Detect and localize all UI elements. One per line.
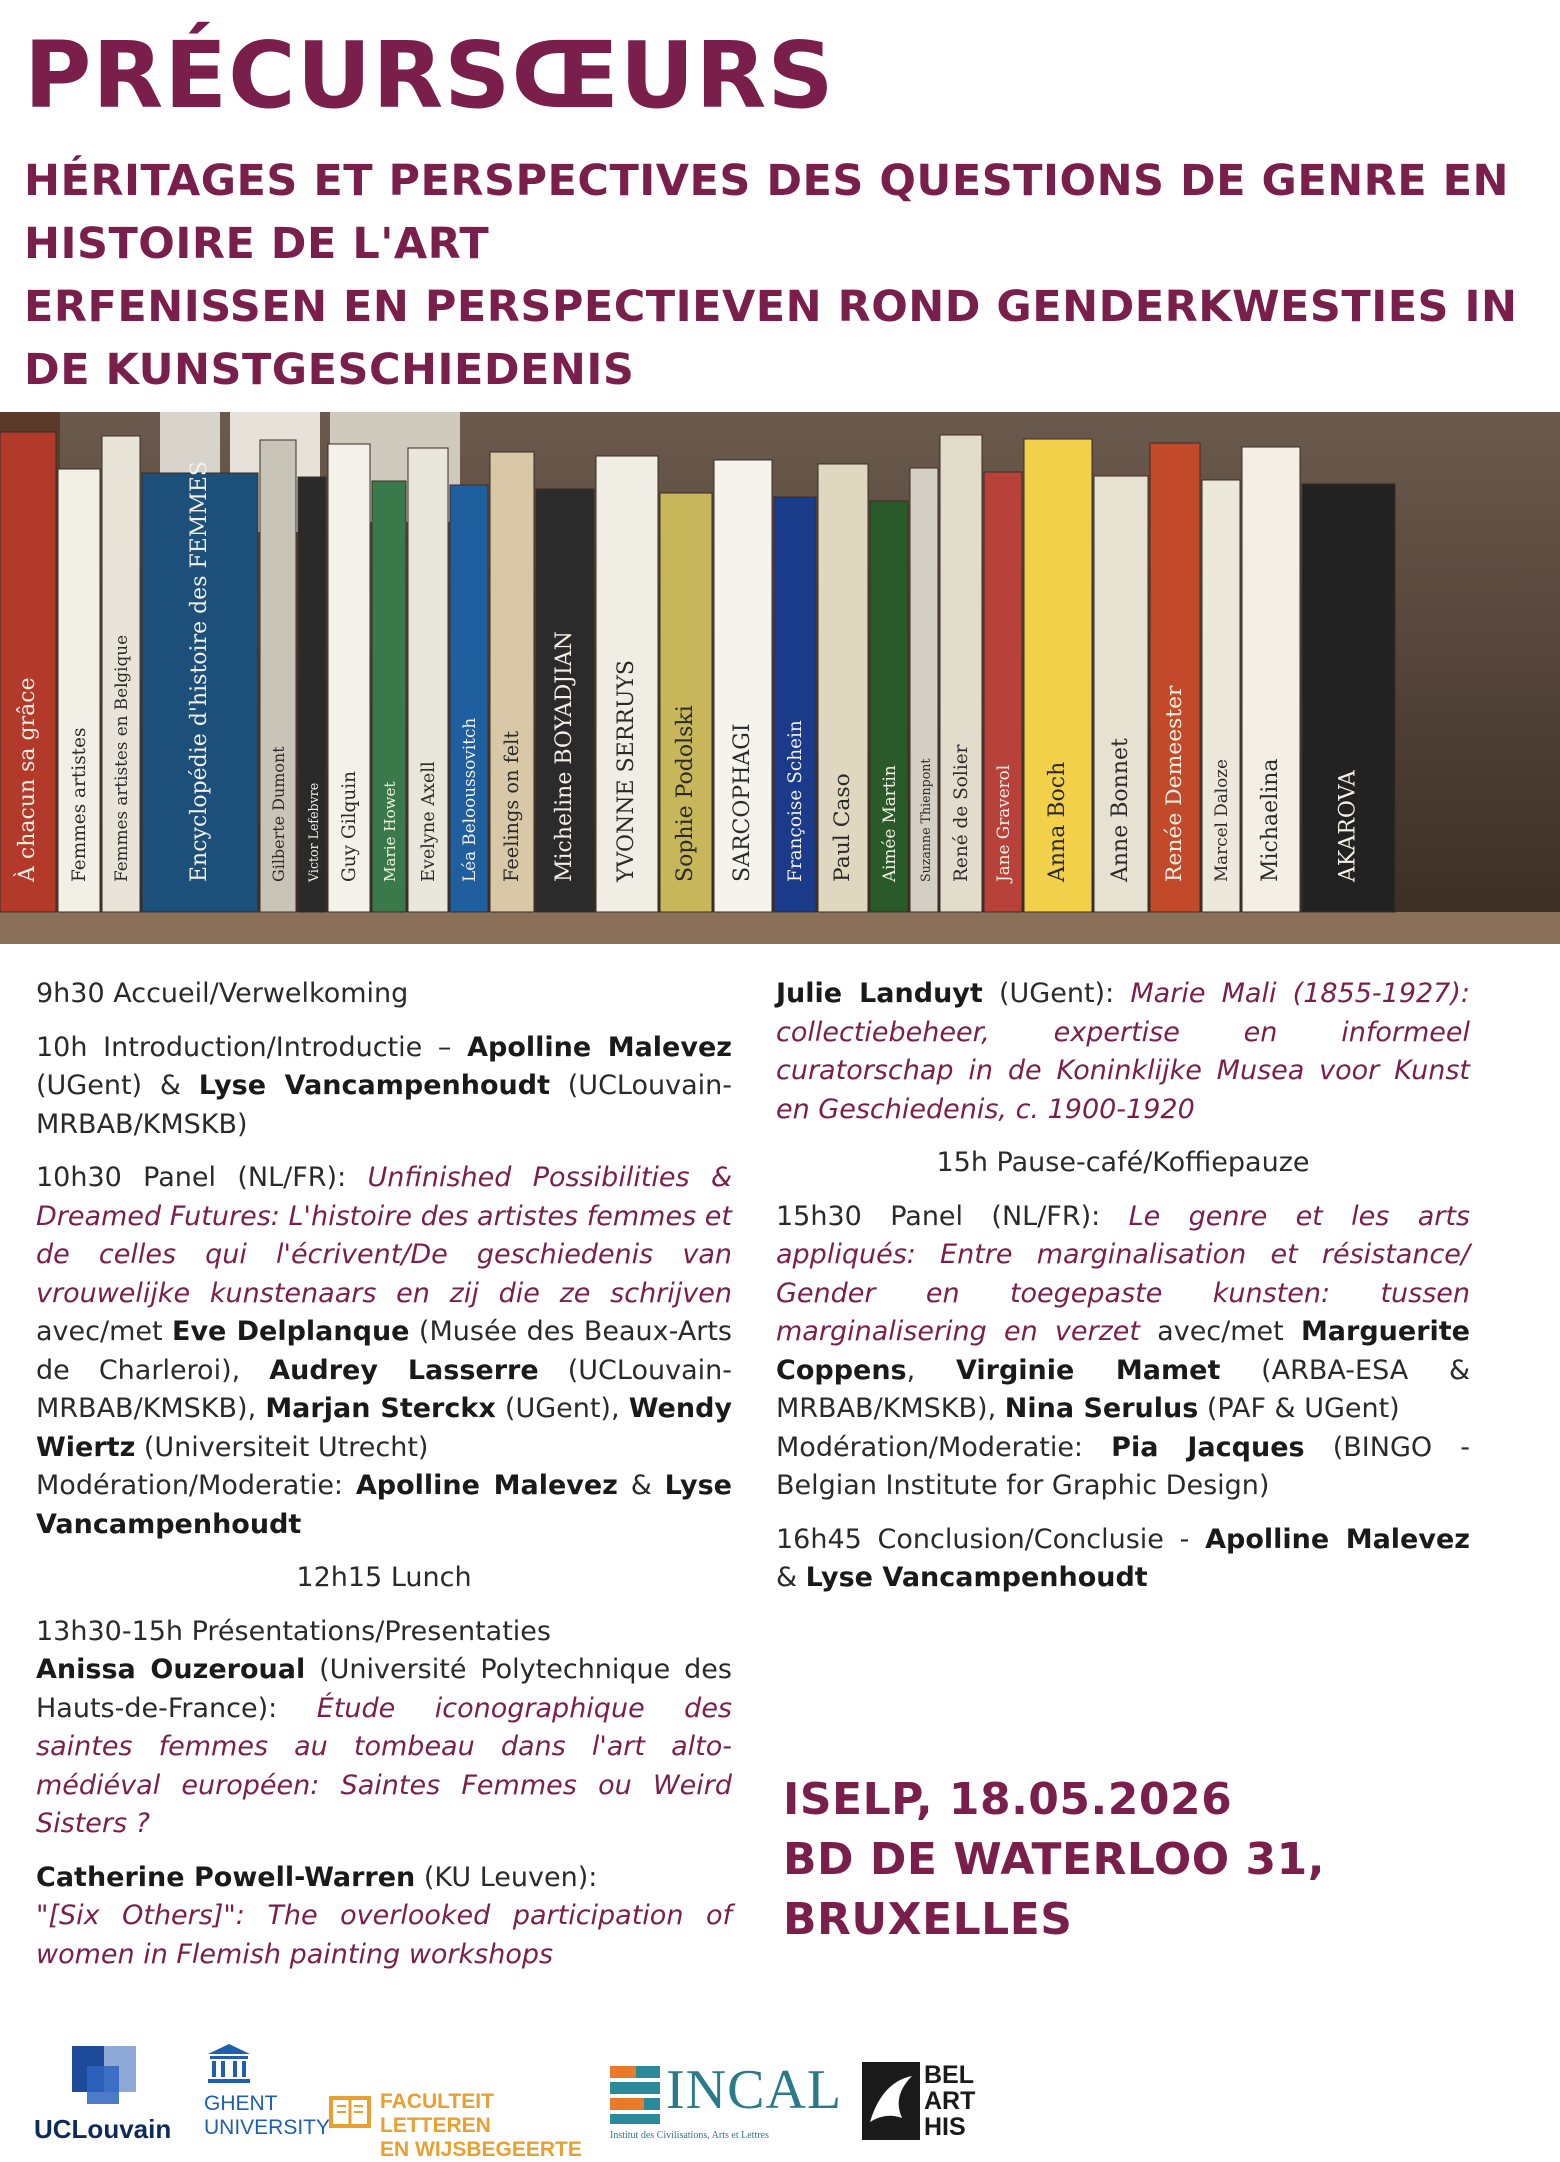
affiliation: (UGent): [982,978,1131,1009]
incal-emblem-icon [610,2062,662,2126]
affiliation: (UGent), [495,1393,629,1424]
speaker-name: Wendy Wiertz [36,1393,732,1463]
ghent-label-2: UNIVERSITY [204,2116,331,2139]
time-label: 13h30-15h Présentations/Presentaties [36,1615,551,1647]
book-spine-title: René de Solier [951,744,972,882]
speaker-name: Marjan Sterckx [265,1393,496,1424]
ghent-label-1: GHENT [204,2092,278,2115]
affiliation: (Musée des Beaux-Arts de Charleroi), [36,1316,732,1386]
book-spine-title: Femmes artistes en Belgique [111,634,131,882]
program-right-column [776,975,1470,1613]
speaker-name: Anissa Ouzeroual [36,1654,306,1685]
program-left-column [36,975,732,1989]
belarthis-label-2: ART [924,2087,976,2115]
speaker-name: Nina Serulus [1004,1393,1199,1424]
venue-date: ISELP, 18.05.2026 [783,1774,1233,1825]
program-item-coffee-break: 15h Pause-café/Koffiepauze [936,1147,1310,1178]
program-item-presentations [36,1613,732,1844]
time-label: 10h Introduction/Introductie – [36,1031,468,1063]
belarthis-label-1: BEL [924,2061,974,2089]
program-item-lunch: 12h15 Lunch [296,1562,472,1593]
book-spine-title: À chacun sa grâce [15,677,40,882]
affiliation: (PAF & UGent) [1198,1393,1400,1424]
book-spine-title: Victor Lefebvre [306,782,321,882]
speaker-name: Apolline Malevez [1205,1523,1470,1555]
speaker-name: Apolline Malevez [467,1031,732,1063]
poster-title: PRÉCURSŒURS [24,22,835,129]
time-label: 16h45 Conclusion/Conclusie - [776,1523,1206,1555]
moderation-label: Modération/Moderatie: [36,1470,356,1501]
affiliation: (UCLouvain-MRBAB/KMSKB) [36,1070,733,1140]
book-spine-title: SARCOPHAGI [730,723,755,882]
affiliation: (UCLouvain-MRBAB/KMSKB), [36,1354,732,1424]
panel-title: Unfinished Possibilities & Dreamed Futures: L'histoire des artistes femmes et de celles qui l'écrivent/De geschiedenis van vrouwelijke kunstenaars en zij die ze schrijven [36,1162,732,1309]
time-label: 10h30 Panel (NL/FR): [36,1162,368,1193]
program-item-presentation-3 [776,975,1470,1129]
affiliation: (BINGO - Belgian Institute for Graphic Design) [776,1431,1470,1501]
speaker-name: Virginie Mamet [955,1354,1221,1386]
book-spine-title: Léa Belooussovitch [459,717,479,882]
book-spine-title: Marie Howet [381,781,399,882]
book-spine-title: Renée Demeester [1162,685,1187,882]
book-spine-title: Encyclopédie d'histoire des FEMMES [187,461,212,882]
belarthis-emblem-icon [862,2062,922,2142]
affiliation: (UGent) & [36,1070,199,1101]
moderation-label: Modération/Moderatie: [776,1431,1112,1463]
book-spine-title: Micheline BOYADJIAN [552,631,577,882]
venue-block [783,1770,1325,1950]
book-spine-title: Anne Bonnet [1108,738,1133,882]
affiliation: (Universiteit Utrecht) [135,1431,429,1463]
book-spine-title: Françoise Schein [785,720,806,882]
bookshelf-photo [0,412,1560,944]
book-spine-title: Aimée Martin [879,765,899,882]
speaker-name: Audrey Lasserre [269,1354,539,1386]
uclouvain-logo [32,2042,182,2147]
connector: & [776,1562,806,1593]
uclouvain-label: UCLouvain [34,2114,172,2144]
affiliation: (Université Polytechnique des Hauts-de-France): [36,1654,732,1724]
book-spine-title: Paul Caso [830,773,855,882]
subtitle-french: HÉRITAGES ET PERSPECTIVES DES QUESTIONS DE GENRE EN HISTOIRE DE L'ART [24,156,1510,269]
speaker-name: Lyse Vancampenhoudt [805,1562,1148,1593]
talk-title: Marie Mali (1855-1927): collectiebeheer, expertise en informeel curatorschap in de Koninklijke Musea voor Kunst en Geschiedenis, c. 1900-1920 [776,978,1470,1125]
affiliation: (ARBA-ESA & MRBAB/KMSKB), [776,1354,1471,1424]
book-spine-title: Anna Boch [1045,761,1070,882]
uclouvain-emblem-icon [32,2042,182,2112]
book-spine-title: AKAROVA [1335,770,1361,882]
program-item-panel-1 [36,1159,732,1544]
connector: avec/met [36,1316,173,1347]
moderator-name: Apolline Malevez [355,1470,618,1501]
book-spine-title: Gilberte Dumont [269,746,288,882]
belarthis-label-3: HIS [924,2113,966,2141]
panel-title: Le genre et les arts appliqués: Entre marginalisation et résistance/ Gender en toegepaste kunsten: tussen marginalisering en verzet [776,1200,1470,1347]
speaker-name: Julie Landuyt [776,978,983,1009]
incal-subtitle: Institut des Civilisations, Arts et Lettres [610,2130,769,2141]
program-item-welcome: 9h30 Accueil/Verwelkoming [36,978,409,1009]
connector: & [617,1470,665,1501]
belarthis-logo [862,2062,1012,2152]
speaker-name: Catherine Powell-Warren [36,1861,416,1893]
book-spine-title: Jane Graverol [993,764,1013,882]
faculteit-label-2: EN WIJSBEGEERTE [380,2138,582,2161]
time-label: 15h30 Panel (NL/FR): [776,1200,1129,1232]
connector: , [906,1354,956,1386]
program-item-conclusion [776,1521,1470,1598]
program-item-introduction [36,1029,732,1145]
book-spine-title: Suzanne Thienpont [918,758,933,882]
moderator-name: Pia Jacques [1111,1431,1305,1463]
program-item-panel-2 [776,1198,1470,1506]
book-spine-title: Marcel Daloze [1211,759,1231,882]
moderator-name: Lyse Vancampenhoudt [36,1470,732,1540]
book-spine-title: Feelings on felt [500,730,523,882]
connector: avec/met [1139,1316,1301,1347]
book-spine-title: Guy Gilquin [339,770,360,882]
venue-city: BRUXELLES [783,1894,1073,1945]
faculteit-logo [328,2090,588,2161]
program-item-presentation-2 [36,1859,732,1975]
partner-logos [0,2040,1560,2161]
speaker-name: Eve Delplanque [172,1316,410,1347]
ghent-building-icon [204,2042,254,2086]
affiliation: (KU Leuven): [415,1861,598,1893]
venue-address: BD DE WATERLOO 31, [783,1834,1325,1885]
book-spine-title: Michaelina [1258,758,1283,882]
book-spine-title: Evelyne Axell [419,761,439,882]
incal-label: INCAL [666,2059,843,2121]
ghent-university-logo [204,2042,331,2147]
subtitle-dutch: ERFENISSEN EN PERSPECTIEVEN ROND GENDERKWESTIES IN DE KUNSTGESCHIEDENIS [24,282,1518,395]
book-spine-title: Femmes artistes [69,727,90,882]
book-spine-title: YVONNE SERRUYS [614,659,639,882]
talk-title: Étude iconographique des saintes femmes au tombeau dans l'art alto-médiéval européen: Saintes Femmes ou Weird Sisters ? [36,1692,732,1839]
talk-title: "[Six Others]": The overlooked participation of women in Flemish painting workshops [36,1900,732,1970]
faculteit-label-1: FACULTEIT LETTEREN [380,2090,494,2137]
book-icon [328,2092,372,2132]
incal-logo [610,2059,843,2152]
speaker-name: Marguerite Coppens [776,1316,1470,1386]
speaker-name: Lyse Vancampenhoudt [198,1070,550,1101]
book-spine-title: Sophie Podolski [673,705,698,882]
